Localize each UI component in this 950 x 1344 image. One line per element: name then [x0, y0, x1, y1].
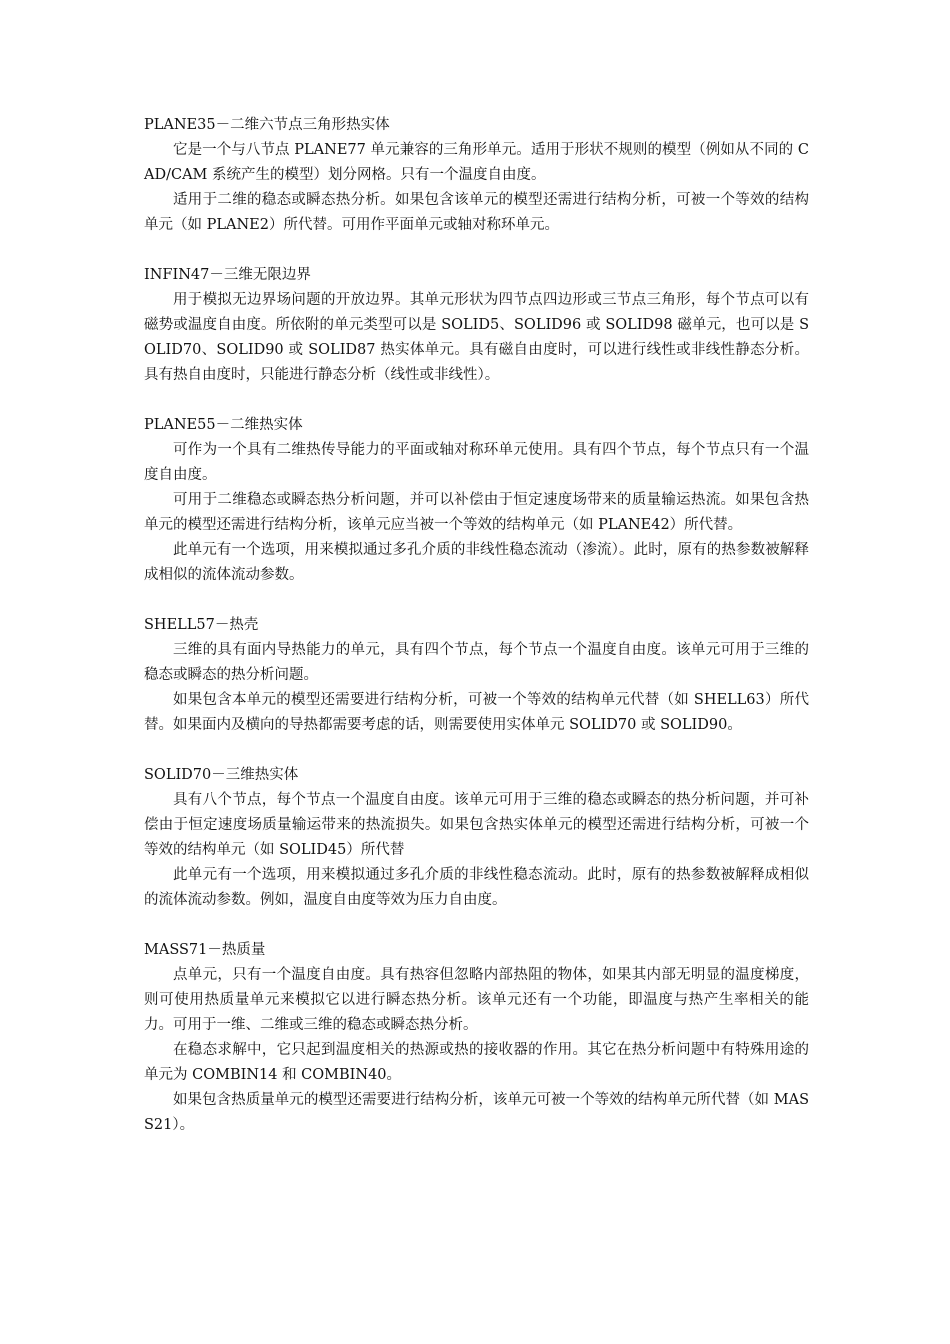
section-solid70: [144, 762, 809, 913]
paragraph: 如果包含热质量单元的模型还需要进行结构分析，该单元可被一个等效的结构单元所代替（如 MASS21）。: [144, 1092, 809, 1133]
paragraph: 可作为一个具有二维热传导能力的平面或轴对称环单元使用。具有四个节点，每个节点只有一个温度自由度。: [144, 442, 809, 483]
section-heading: SOLID70－三维热实体: [144, 767, 299, 783]
section-heading: PLANE55－二维热实体: [144, 417, 303, 433]
section-heading: PLANE35－二维六节点三角形热实体: [144, 117, 390, 133]
section-heading: INFIN47－三维无限边界: [144, 267, 311, 283]
paragraph: 适用于二维的稳态或瞬态热分析。如果包含该单元的模型还需进行结构分析，可被一个等效的结构单元（如 PLANE2）所代替。可用作平面单元或轴对称环单元。: [144, 192, 809, 233]
section-plane55: [144, 412, 809, 588]
paragraph: 此单元有一个选项，用来模拟通过多孔介质的非线性稳态流动（渗流）。此时，原有的热参数被解释成相似的流体流动参数。: [144, 542, 809, 583]
section-shell57: [144, 612, 809, 738]
paragraph: 具有八个节点，每个节点一个温度自由度。该单元可用于三维的稳态或瞬态的热分析问题，并可补偿由于恒定速度场质量输运带来的热流损失。如果包含热实体单元的模型还需进行结构分析，可被一个等效的结构单元（如 SOLID45）所代替: [144, 792, 809, 858]
section-heading: MASS71－热质量: [144, 942, 266, 958]
paragraph: 点单元，只有一个温度自由度。具有热容但忽略内部热阻的物体，如果其内部无明显的温度梯度，则可使用热质量单元来模拟它以进行瞬态热分析。该单元还有一个功能，即温度与热产生率相关的能力。可用于一维、二维或三维的稳态或瞬态热分析。: [144, 967, 809, 1033]
section-mass71: [144, 937, 809, 1138]
paragraph: 用于模拟无边界场问题的开放边界。其单元形状为四节点四边形或三节点三角形，每个节点可以有磁势或温度自由度。所依附的单元类型可以是 SOLID5、SOLID96 或 SOLID98 磁单元，也可以是 SOLID70、SOLID90 或 SOLID87 热实体单元。具有磁自由度时，可以进行线性或非线性静态分析。具有热自由度时，只能进行静态分析（线性或非线性）。: [144, 292, 809, 383]
document-page: [144, 112, 809, 1162]
paragraph: 它是一个与八节点 PLANE77 单元兼容的三角形单元。适用于形状不规则的模型（例如从不同的 CAD/CAM 系统产生的模型）划分网格。只有一个温度自由度。: [144, 142, 809, 183]
section-heading: SHELL57－热壳: [144, 617, 259, 633]
section-infin47: [144, 262, 809, 388]
paragraph: 可用于二维稳态或瞬态热分析问题，并可以补偿由于恒定速度场带来的质量输运热流。如果包含热单元的模型还需进行结构分析，该单元应当被一个等效的结构单元（如 PLANE42）所代替。: [144, 492, 809, 533]
paragraph: 在稳态求解中，它只起到温度相关的热源或热的接收器的作用。其它在热分析问题中有特殊用途的单元为 COMBIN14 和 COMBIN40。: [144, 1042, 809, 1083]
paragraph: 此单元有一个选项，用来模拟通过多孔介质的非线性稳态流动。此时，原有的热参数被解释成相似的流体流动参数。例如，温度自由度等效为压力自由度。: [144, 867, 809, 908]
section-plane35: [144, 112, 809, 238]
paragraph: 三维的具有面内导热能力的单元，具有四个节点，每个节点一个温度自由度。该单元可用于三维的稳态或瞬态的热分析问题。: [144, 642, 809, 683]
paragraph: 如果包含本单元的模型还需要进行结构分析，可被一个等效的结构单元代替（如 SHELL63）所代替。如果面内及横向的导热都需要考虑的话，则需要使用实体单元 SOLID70 或 SOLID90。: [144, 692, 809, 733]
